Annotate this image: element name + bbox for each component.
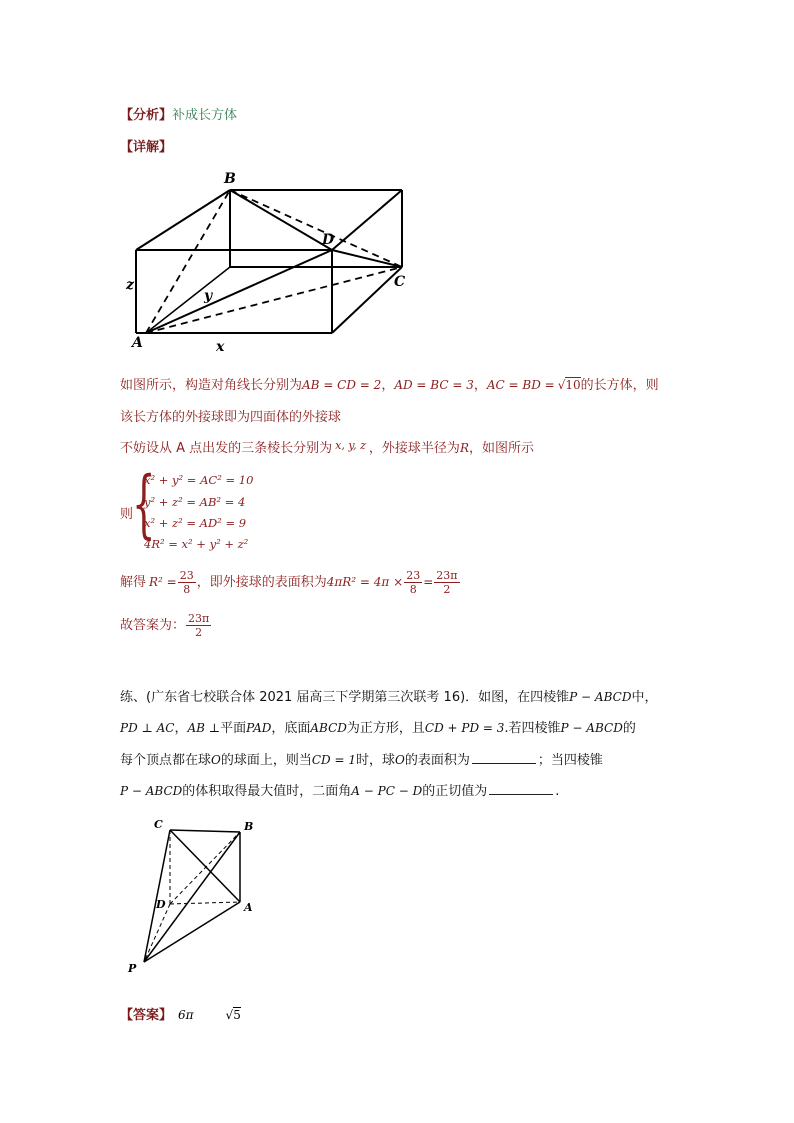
edge-DC — [332, 250, 402, 267]
label-z: z — [126, 277, 134, 293]
answer-value-2: √5 — [225, 1008, 241, 1022]
edge-CP — [144, 830, 170, 962]
text: ，底面 — [271, 721, 311, 736]
label-D: D — [156, 898, 166, 911]
denominator: 2 — [443, 583, 451, 596]
denominator: 8 — [409, 583, 417, 596]
then-label: 则 — [120, 507, 134, 522]
answer-blank-2[interactable] — [489, 782, 553, 795]
denominator: 2 — [195, 626, 203, 639]
math: ABCD — [310, 721, 347, 735]
text: 平面 — [220, 721, 247, 736]
edge-BD — [230, 190, 332, 250]
math: A − PC − D — [351, 784, 423, 798]
math: PAD — [246, 721, 272, 735]
solution-line-3 — [120, 437, 534, 456]
problem-line-1 — [120, 686, 657, 705]
fraction — [178, 569, 196, 596]
text: ， — [381, 378, 395, 393]
text: ，如图所示 — [468, 441, 534, 456]
solution-line-1 — [120, 374, 659, 393]
label-y: y — [204, 288, 213, 304]
math: x, y, z — [335, 439, 366, 452]
fraction — [434, 569, 459, 596]
label-C: C — [394, 274, 406, 290]
label-P: P — [128, 962, 137, 975]
math: AD = BC = 3 — [394, 378, 474, 392]
system-eq-2: y² + z² = AB² = 4 — [144, 495, 246, 509]
numerator: 23 — [406, 569, 421, 582]
math: P − ABCD — [120, 784, 183, 798]
label-A: A — [132, 335, 143, 351]
label-B: B — [244, 820, 254, 833]
math: AB ⊥ — [187, 721, 221, 735]
edge-DA-dashed — [170, 902, 240, 904]
text: . — [555, 784, 560, 799]
text: .若四棱锥 — [504, 721, 561, 736]
math: P − ABCD — [560, 721, 623, 735]
math: 4πR² = 4π × — [326, 575, 404, 589]
text: ；当四棱锥 — [537, 753, 603, 768]
problem-line-2 — [120, 717, 636, 736]
sqrt: √10 — [557, 378, 581, 392]
text: 每个顶点都在球 — [120, 753, 212, 768]
text: ，外接球半径为 — [368, 441, 460, 456]
math: PD ⊥ AC — [120, 721, 175, 735]
system-eq-4: 4R² = x² + y² + z² — [144, 537, 249, 551]
text: 的球面上，则当 — [220, 753, 312, 768]
denominator: 8 — [183, 583, 191, 596]
math: = — [423, 575, 434, 589]
answer-blank-1[interactable] — [472, 751, 536, 764]
sqrt-arg: 10 — [565, 378, 581, 392]
answer-value-1: 6π — [178, 1008, 194, 1022]
text: 的长方体，则 — [580, 378, 659, 393]
text: 的 — [622, 721, 636, 736]
system-brace: { — [132, 461, 156, 547]
text: 练、(广东省七校联合体 2021 届高三下学期第三次联考 16)．如图，在四棱锥 — [120, 690, 570, 705]
text: 解得 — [120, 575, 147, 590]
math: CD = 1 — [311, 753, 356, 767]
edge-CA — [170, 830, 240, 902]
text: 的正切值为 — [422, 784, 488, 799]
numerator: 23π — [436, 569, 458, 582]
text: 的体积取得最大值时，二面角 — [182, 784, 352, 799]
solve-line — [120, 569, 461, 596]
analysis-tag: 【分析】 — [120, 108, 173, 123]
label-x: x — [216, 339, 225, 355]
sqrt-arg: 5 — [233, 1008, 241, 1022]
problem-line-3 — [120, 749, 603, 768]
label-D: D — [322, 232, 335, 248]
text: 故答案为： — [120, 618, 186, 633]
system-eq-3: x² + z² = AD² = 9 — [144, 516, 247, 530]
answer-line — [120, 612, 212, 639]
text: 中， — [631, 690, 658, 705]
label-B: B — [224, 171, 236, 187]
edge-AB-dashed — [146, 190, 230, 333]
label-C: C — [154, 818, 163, 831]
edge-DB-dashed — [170, 832, 240, 904]
math: R² = — [149, 575, 177, 589]
text: ， — [174, 721, 188, 736]
math: AB = CD = 2 — [302, 378, 382, 392]
math: P − ABCD — [569, 690, 632, 704]
math: CD + PD = 3 — [424, 721, 505, 735]
fraction — [404, 569, 422, 596]
text: 不妨设从 A 点出发的三条棱长分别为 — [120, 441, 333, 456]
numerator: 23π — [188, 612, 210, 625]
edge-BC-dashed — [230, 190, 402, 267]
solution-line-2: 该长方体的外接球即为四面体的外接球 — [120, 410, 342, 425]
text: 的表面积为 — [404, 753, 470, 768]
edge-AP — [144, 902, 240, 962]
system-eq-1: x² + y² = AC² = 10 — [144, 473, 254, 487]
math: O — [211, 753, 221, 767]
cuboid-figure — [118, 165, 418, 355]
detail-tag: 【详解】 — [120, 140, 173, 155]
numerator: 23 — [179, 569, 194, 582]
edge-CB — [170, 830, 240, 832]
math: O — [395, 753, 405, 767]
fraction — [186, 612, 211, 639]
text: ， — [473, 378, 487, 393]
text: 为正方形，且 — [346, 721, 425, 736]
answer-row — [120, 1004, 241, 1023]
analysis-line — [120, 104, 237, 123]
math: R — [459, 441, 469, 455]
math: AC = BD = — [486, 378, 555, 392]
edge-BP — [144, 832, 240, 962]
problem-line-4 — [120, 780, 559, 799]
edge — [136, 190, 230, 250]
text: 时，球 — [356, 753, 396, 768]
analysis-text: 补成长方体 — [172, 108, 238, 123]
answer-tag: 【答案】 — [120, 1008, 173, 1023]
edge — [146, 267, 230, 333]
edge-AD — [146, 250, 332, 333]
label-A: A — [244, 901, 253, 914]
text: ，即外接球的表面积为 — [196, 575, 327, 590]
pyramid-figure — [122, 812, 272, 977]
text: 如图所示，构造对角线长分别为 — [120, 378, 303, 393]
